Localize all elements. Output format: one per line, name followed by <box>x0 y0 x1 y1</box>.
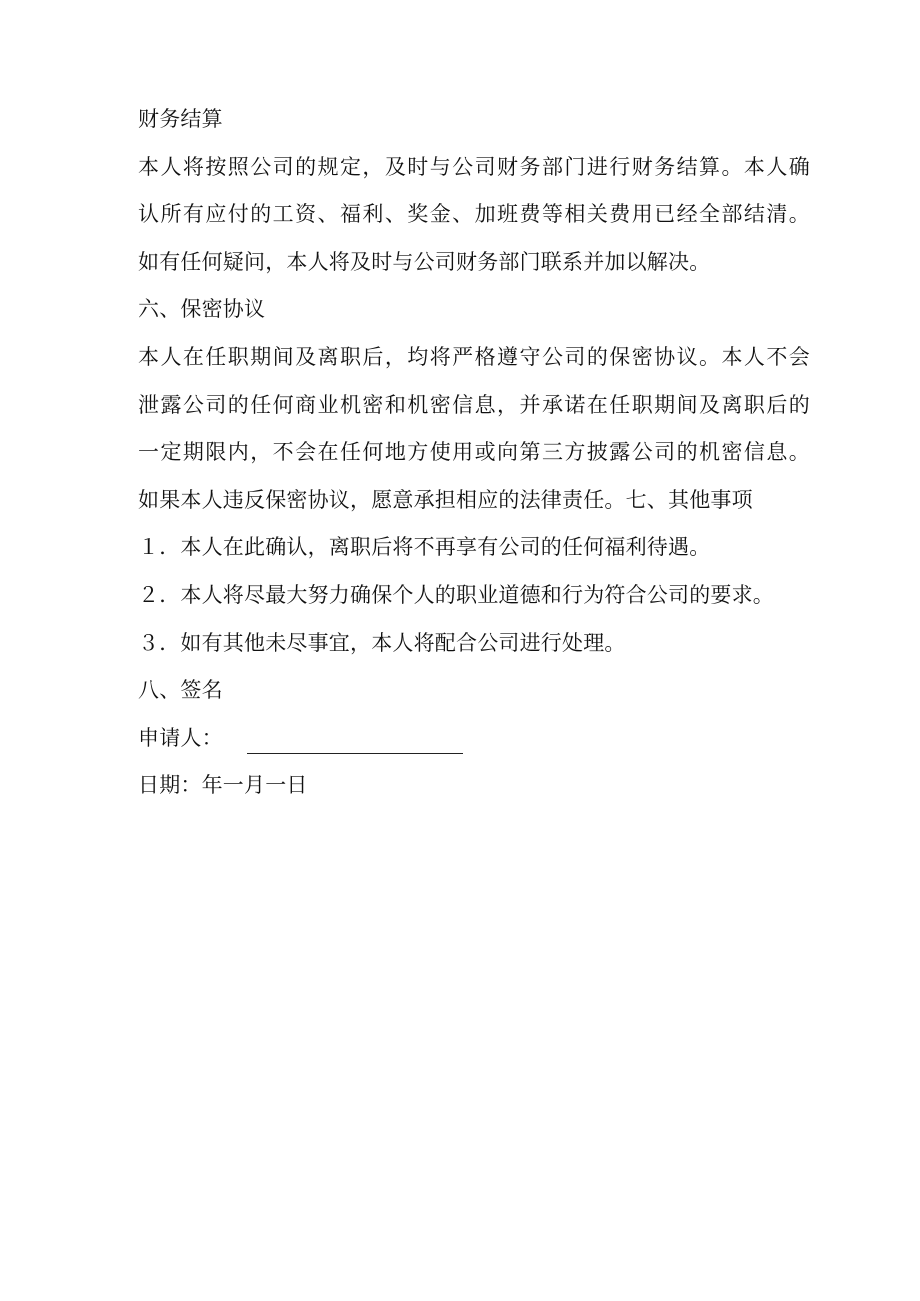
paragraph-line: 本人在任职期间及离职后，均将严格遵守公司的保密协议。本人不会 <box>138 344 810 369</box>
paragraph-line: 如有任何疑问，本人将及时与公司财务部门联系并加以解决。 <box>138 249 711 274</box>
section-heading-financial-settlement: 财务结算 <box>138 107 223 131</box>
paragraph-line: 本人将按照公司的规定，及时与公司财务部门进行财务结算。本人确 <box>138 154 810 179</box>
paragraph-line: 泄露公司的任何商业机密和机密信息，并承诺在任职期间及离职后的 <box>138 392 810 417</box>
paragraph-line: 认所有应付的工资、福利、奖金、加班费等相关费用已经全部结清。 <box>138 202 810 227</box>
document-body <box>138 96 810 810</box>
applicant-label: 申请人： <box>138 725 223 750</box>
list-item: １．本人在此确认，离职后将不再享有公司的任何福利待遇。 <box>138 535 711 560</box>
date-line: 日期：年一月一日 <box>138 773 308 798</box>
list-item: ３．如有其他未尽事宜，本人将配合公司进行处理。 <box>138 630 626 655</box>
applicant-signature-line[interactable] <box>247 725 463 754</box>
section-heading-confidentiality: 六、保密协议 <box>138 297 266 322</box>
paragraph-line: 一定期限内，不会在任何地方使用或向第三方披露公司的机密信息。 <box>138 440 810 465</box>
applicant-row <box>138 715 810 763</box>
section-heading-signature: 八、签名 <box>138 678 223 703</box>
paragraph-line: 如果本人违反保密协议，愿意承担相应的法律责任。七、其他事项 <box>138 487 753 512</box>
list-item: ２．本人将尽最大努力确保个人的职业道德和行为符合公司的要求。 <box>138 582 774 607</box>
